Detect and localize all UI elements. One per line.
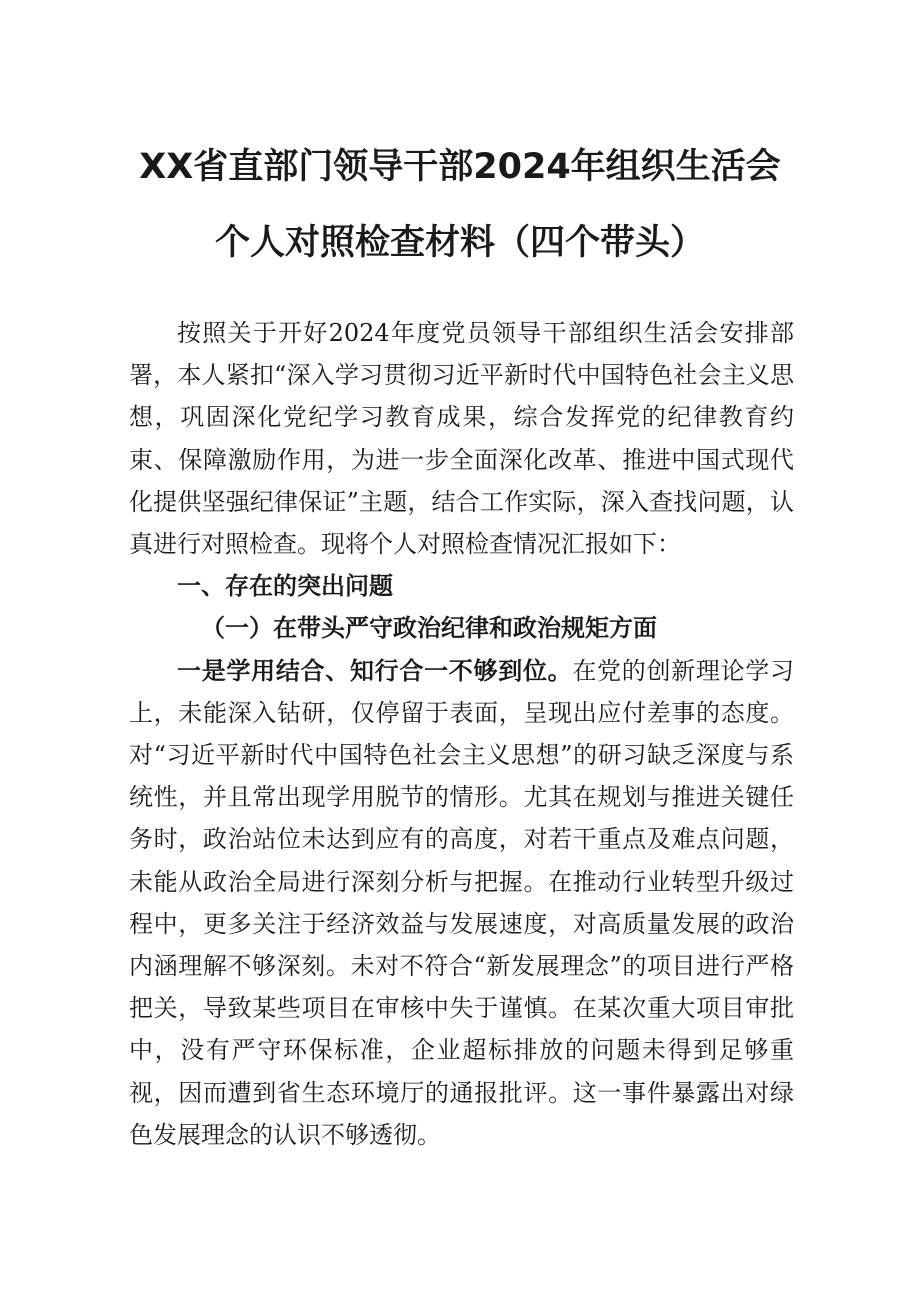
document-title-line2: 个人对照检查材料（四个带头）: [214, 223, 705, 263]
point-body: 在党的创新理论学习上，未能深入钻研，仅停留于表面，呈现出应付差事的态度。对“习近平新时代中国特色社会主义思想”的研习缺乏深度与系统性，并且常出现学用脱节的情形。尤其在规划与推进关键任务时，政治站位未达到应有的高度，对若干重点及难点问题，未能从政治全局进行深刻分析与把握。在推动行业转型升级过程中，更多关注于经济效益与发展速度，对高质量发展的政治内涵理解不够深刻。未对不符合“新发展理念”的项目进行严格把关，导致某些项目在审核中失于谨慎。在某次重大项目审批中，没有严守环保标准，企业超标排放的问题未得到足够重视，因而遭到省生态环境厅的通报批评。这一事件暴露出对绿色发展理念的认识不够透彻。: [129, 656, 795, 1149]
intro-paragraph: 按照关于开好2024年度党员领导干部组织生活会安排部署，本人紧扣“深入学习贯彻习近平新时代中国特色社会主义思想，巩固深化党纪学习教育成果，综合发挥党的纪律教育约束、保障激励作用，为进一步全面深化改革、推进中国式现代化提供坚强纪律保证”主题，结合工作实际，深入查找问题，认真进行对照检查。现将个人对照检查情况汇报如下：: [129, 319, 794, 559]
point-lead: 一是学用结合、知行合一不够到位。: [177, 655, 573, 685]
document-body: [129, 312, 794, 1156]
document-title-line1: XX省直部门领导干部2024年组织生活会: [139, 147, 781, 187]
section-heading: 一、存在的突出问题: [177, 572, 393, 601]
point-paragraph: [129, 650, 794, 1156]
subsection-heading: （一）在带头严守政治纪律和政治规矩方面: [201, 613, 657, 643]
